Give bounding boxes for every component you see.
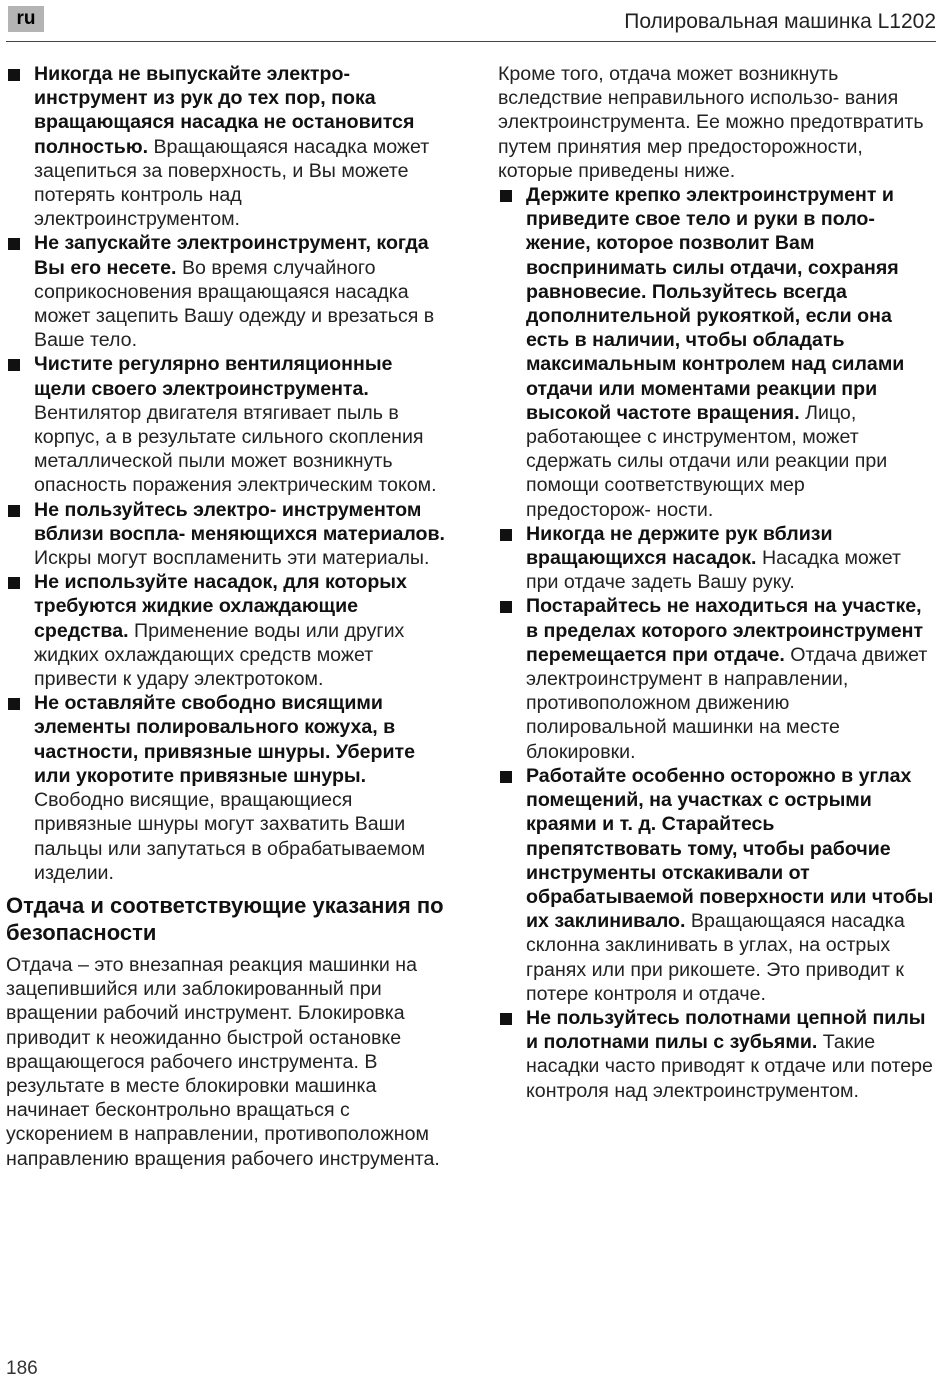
safety-item-body: Вращающаяся насадка может зацепиться за поверхность, и Вы можете потерять контроль над электроинструментом. [34,135,430,231]
square-bullet-icon [500,601,512,613]
square-bullet-icon [500,190,512,202]
right-column [498,62,935,1103]
language-badge: ru [8,6,44,32]
safety-item-text [526,764,935,1006]
safety-item-text [34,691,446,885]
intro-paragraph: Кроме того, отдача может возникнуть вследствие неправильного использо- вания электроинструмента. Ее можно предотвратить путем принятия мер предосторожности, которые приведены ниже. [498,63,924,182]
safety-item [6,62,446,231]
square-bullet-icon [8,505,20,517]
safety-item [6,691,446,885]
safety-item [498,183,935,522]
left-column [6,62,446,1171]
safety-item-bold: Не используйте насадок, для которых требуются жидкие охлаждающие средства. [34,571,407,642]
safety-item-text [526,183,935,522]
square-bullet-icon [500,529,512,541]
square-bullet-icon [8,577,20,589]
safety-item-text [526,522,935,595]
safety-item-body: Во время случайного соприкосновения вращающаяся насадка может зацепить Вашу одежду и врезаться в Ваше тело. [34,256,435,352]
safety-item-body: Применение воды или других жидких охлаждающих средств может привести к удару электротоком. [34,619,405,691]
safety-item-text [34,231,446,352]
section-paragraph: Отдача – это внезапная реакция машинки на зацепившийся или заблокированный при вращении рабочий инструмент. Блокировка приводит к неожиданно быстрой остановке вращающегося рабочего инструмента. В результате в месте блокировки машинка начинает бесконтрольно вращаться с ускорением в направлении, противоположном направлению вращения рабочего инструмента. [6,953,440,1170]
safety-item-text [34,352,446,497]
safety-item-text [34,570,446,691]
safety-item-bold: Постарайтесь не находиться на участке, в пределах которого электроинструмент перемещается при отдаче. [526,595,924,666]
safety-item-bold: Чистите регулярно вентиляционные щели своего электроинструмента. [34,353,393,400]
safety-item-body: Лицо, работающее с инструментом, может сдержать силы отдачи или реакции при помощи соответствующих мер предосторож- ности. [526,401,888,521]
safety-item-body: Вентилятор двигателя втягивает пыль в корпус, а в результате сильного скопления металлической пыли может возникнуть опасность поражения электрическим током. [34,401,437,497]
safety-item [498,764,935,1006]
safety-item [498,1006,935,1103]
square-bullet-icon [500,771,512,783]
safety-item-text [526,594,935,763]
square-bullet-icon [8,359,20,371]
safety-item [6,231,446,352]
safety-item-bold: Не пользуйтесь полотнами цепной пилы и полотнами пилы с зубьями. [526,1006,926,1054]
safety-item-text [34,498,446,571]
safety-item [498,594,935,763]
safety-item-text [34,62,446,231]
safety-item-bold: Никогда не выпускайте электро- инструмент из рук до тех пор, пока вращающаяся насадка не остановится полностью. [34,63,415,158]
header-divider [6,41,936,42]
square-bullet-icon [8,698,20,710]
safety-item [6,570,446,691]
section-heading: Отдача и соответствующие указания по безопасности [6,892,444,945]
safety-item-body: Вращающаяся насадка склонна заклинивать в углах, на острых гранях или при рикошете. Это приводит к потере контроля и отдаче. [526,910,905,1005]
safety-item-bold: Не оставляйте свободно висящими элементы полировального кожуха, в частности, привязные шнуры. Уберите или укоротите привязные шнуры. [34,692,416,787]
safety-item-body: Такие насадки часто приводят к отдаче или потере контроля над электроинструментом. [526,1031,933,1102]
square-bullet-icon [8,69,20,81]
document-title: Полировальная машинка L1202 [624,10,936,33]
safety-item [6,352,446,497]
safety-item-text [526,1006,935,1103]
safety-item-bold: Никогда не держите рук вблизи вращающихся насадок. [526,522,833,570]
safety-item-body: Искры могут воспламенить эти материалы. [34,547,430,570]
safety-item-body: Насадка может при отдаче задеть Вашу руку. [526,547,901,594]
safety-item-bold: Не запускайте электроинструмент, когда Вы его несете. [34,232,429,279]
square-bullet-icon [500,1013,512,1025]
safety-item [498,522,935,595]
page-number: 186 [6,1358,38,1379]
safety-item-bold: Работайте особенно осторожно в углах помещений, на участках с острыми краями и т. д. Старайтесь препятствовать тому, чтобы рабочие инструменты отскакивали от обрабатываемой поверхности или чтобы их заклинивало. [526,764,934,933]
square-bullet-icon [8,238,20,250]
safety-item-bold: Держите крепко электроинструмент и приведите свое тело и руки в поло- жение, которое позволит Вам воспринимать силы отдачи, сохраняя равновесие. Пользуйтесь всегда дополнительной рукояткой, если она есть в наличии, чтобы обладать максимальным контролем над силами отдачи или моментами реакции при высокой частоте вращения. [526,184,905,424]
safety-item [6,498,446,571]
safety-item-body: Отдача движет электроинструмент в направлении, противоположном движению полировальной машинки на месте блокировки. [526,643,928,763]
safety-item-body: Свободно висящие, вращающиеся привязные шнуры могут захватить Ваши пальцы или запутаться в обрабатываемом изделии. [34,789,426,884]
safety-item-bold: Не пользуйтесь электро- инструментом вблизи воспла- меняющихся материалов. [34,498,445,545]
